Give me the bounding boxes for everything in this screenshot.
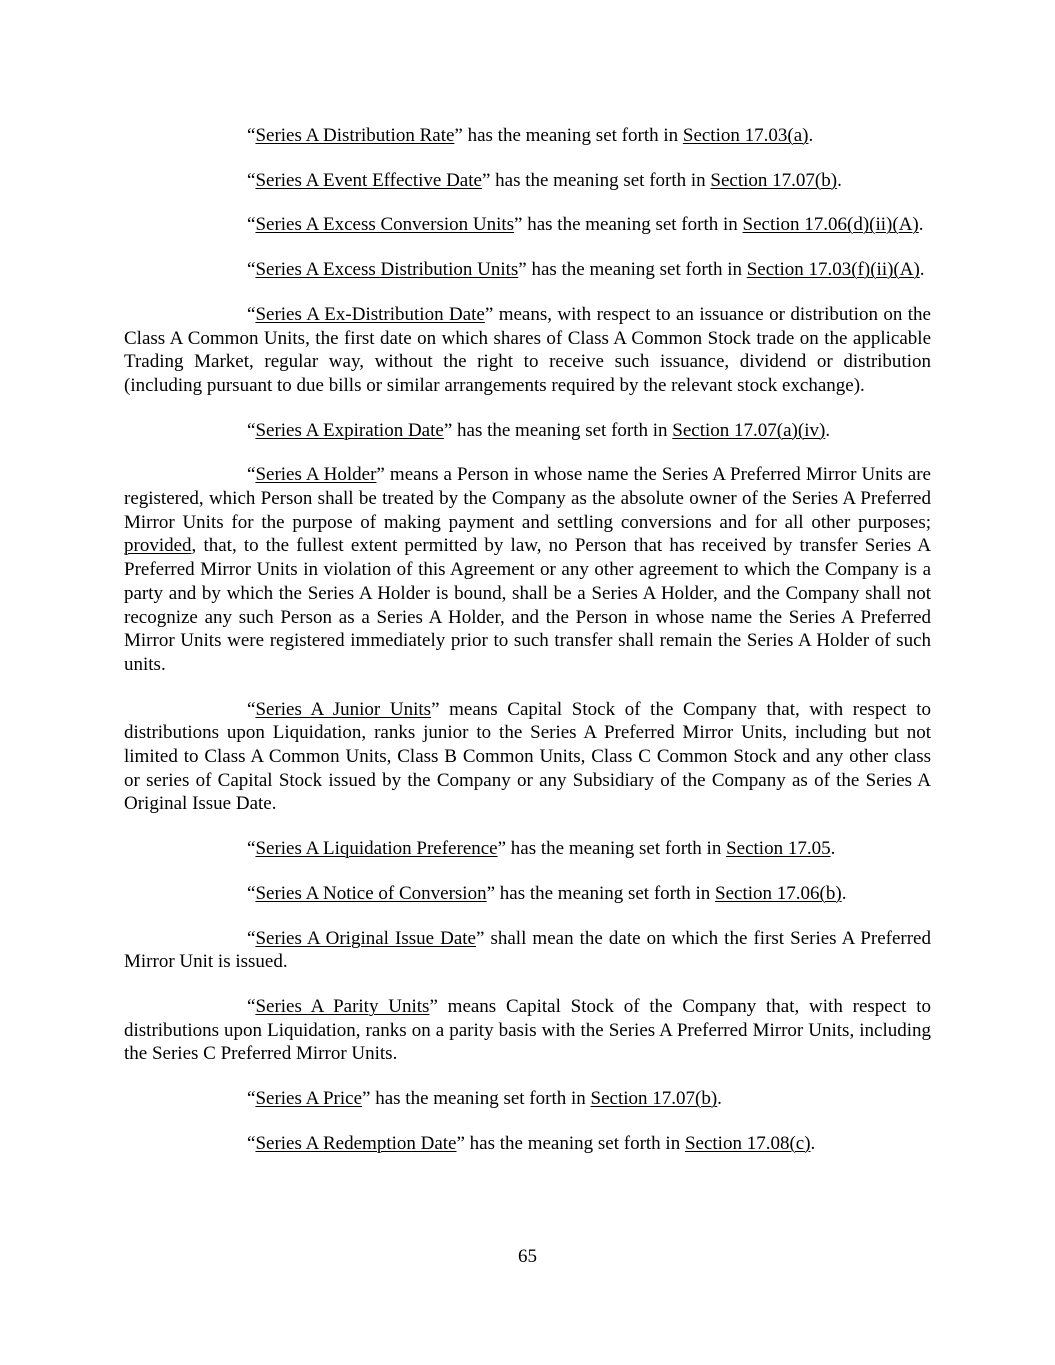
definition-series-a-distribution-rate: “Series A Distribution Rate” has the meaning set forth in Section 17.03(a). <box>247 125 814 146</box>
definition-series-a-price: “Series A Price” has the meaning set forth in Section 17.07(b). <box>247 1088 722 1110</box>
definition-series-a-junior-units: “Series A Junior Units” means Capital Stock of the Company that, with respect to distributions upon Liquidation, ranks junior to the Series A Preferred Mirror Units, including but not limited to Class A Common Units, Class B Common Units, Class C Common Stock and any other class or series of Capital Stock issued by the Company or any Subsidiary of the Company as of the Series A Original Issue Date. <box>124 698 931 815</box>
defined-term: Series A Holder <box>255 464 377 486</box>
section-reference: Section 17.05 <box>726 838 831 860</box>
definition-series-a-holder: “Series A Holder” means a Person in whose name the Series A Preferred Mirror Units are registered, which Person shall be treated by the Company as the absolute owner of the Series A Preferred Mirror Units for the purpose of making payment and settling conversions and for all other purposes; provided, that, to the fullest extent permitted by law, no Person that has received by transfer Series A Preferred Mirror Units in violation of this Agreement or any other agreement to which the Company is a party and by which the Series A Holder is bound, shall be a Series A Holder, and the Company shall not recognize any such Person as a Series A Holder, and the Person in whose name the Series A Preferred Mirror Units were registered immediately prior to such transfer shall remain the Series A Holder of such units. <box>124 464 931 675</box>
defined-term: Series A Redemption Date <box>255 1132 457 1154</box>
section-reference: Section 17.07(b) <box>590 1088 718 1110</box>
definition-series-a-notice-of-conversion: “Series A Notice of Conversion” has the meaning set forth in Section 17.06(b). <box>247 882 847 904</box>
definition-series-a-ex-distribution-date: “Series A Ex-Distribution Date” means, with respect to an issuance or distribution on the Class A Common Units, the first date on which shares of Class A Common Stock trade on the applicable Trading Market, regular way, without the right to receive such issuance, dividend or distribution (including pursuant to due bills or similar arrangements required by the relevant stock exchange). <box>124 303 931 396</box>
definition-series-a-redemption-date: “Series A Redemption Date” has the meaning set forth in Section 17.08(c). <box>247 1132 816 1154</box>
section-reference: Section 17.06(b) <box>715 882 842 904</box>
section-reference: Section 17.07(b) <box>710 169 838 191</box>
defined-term: Series A Event Effective Date <box>255 169 482 191</box>
definitions-list <box>124 124 931 1177</box>
defined-term: Series A Distribution Rate <box>255 125 455 146</box>
defined-term: Series A Notice of Conversion <box>255 882 487 904</box>
section-reference: Section 17.07(a)(iv) <box>672 419 826 441</box>
defined-term: Series A Ex-Distribution Date <box>255 303 485 325</box>
defined-term: Series A Junior Units <box>255 698 432 720</box>
section-reference: Section 17.06(d)(ii)(A) <box>742 214 919 236</box>
definition-series-a-parity-units: “Series A Parity Units” means Capital Stock of the Company that, with respect to distributions upon Liquidation, ranks on a parity basis with the Series A Preferred Mirror Units, including the Series C Preferred Mirror Units. <box>124 995 931 1065</box>
defined-term: Series A Parity Units <box>255 995 430 1017</box>
section-reference: Section 17.03(f)(ii)(A) <box>746 259 920 281</box>
definition-series-a-original-issue-date: “Series A Original Issue Date” shall mean the date on which the first Series A Preferred Mirror Unit is issued. <box>124 927 931 973</box>
defined-term: Series A Price <box>255 1088 363 1110</box>
definition-series-a-liquidation-preference: “Series A Liquidation Preference” has the meaning set forth in Section 17.05. <box>247 838 836 860</box>
provided-proviso: provided <box>124 535 192 557</box>
definition-series-a-excess-distribution-units: “Series A Excess Distribution Units” has the meaning set forth in Section 17.03(f)(ii)(A). <box>247 259 925 281</box>
defined-term: Series A Expiration Date <box>255 419 444 441</box>
definition-series-a-excess-conversion-units: “Series A Excess Conversion Units” has the meaning set forth in Section 17.06(d)(ii)(A). <box>247 214 924 236</box>
definition-series-a-event-effective-date: “Series A Event Effective Date” has the meaning set forth in Section 17.07(b). <box>247 169 842 191</box>
defined-term: Series A Liquidation Preference <box>255 838 498 860</box>
section-reference: Section 17.03(a) <box>682 125 809 146</box>
defined-term: Series A Original Issue Date <box>255 927 476 949</box>
defined-term: Series A Excess Conversion Units <box>255 214 515 236</box>
section-reference: Section 17.08(c) <box>684 1132 811 1154</box>
definition-series-a-expiration-date: “Series A Expiration Date” has the meaning set forth in Section 17.07(a)(iv). <box>247 419 831 441</box>
page-number: 65 <box>518 1246 537 1267</box>
defined-term: Series A Excess Distribution Units <box>255 259 519 281</box>
